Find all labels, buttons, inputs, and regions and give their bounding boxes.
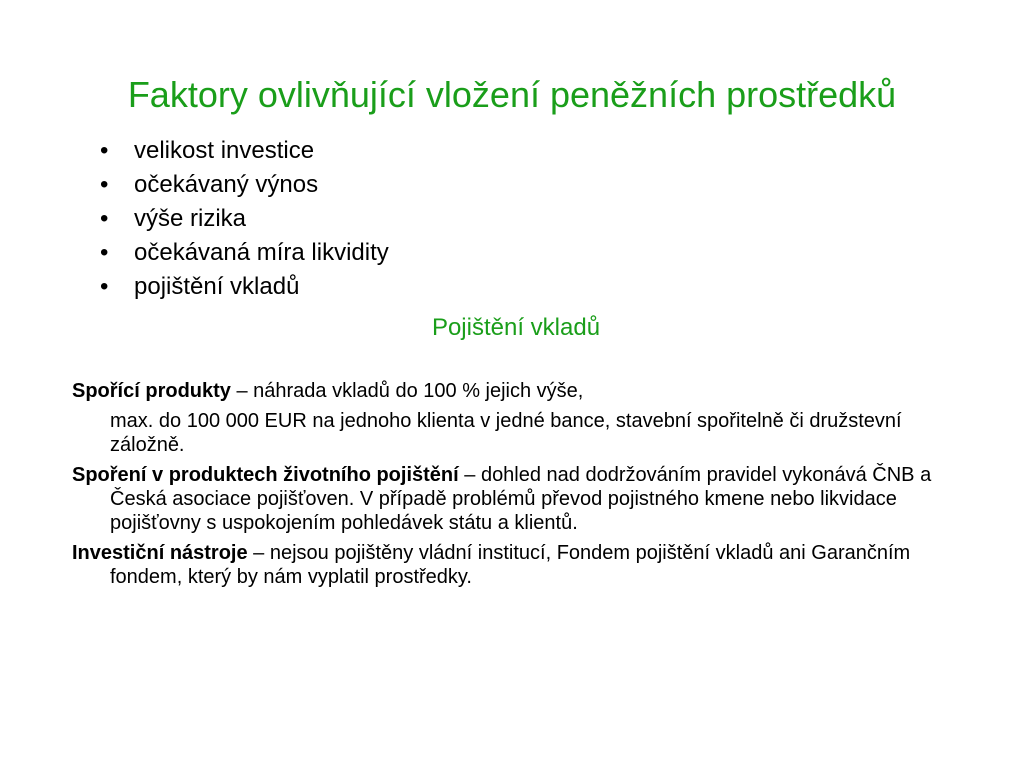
- section-subtitle: Pojištění vkladů: [431, 314, 601, 341]
- bullet-item: [100, 202, 389, 236]
- bullet-item: [100, 168, 389, 202]
- bullet-dot-icon: •: [100, 239, 109, 266]
- bullet-dot-icon: •: [100, 137, 109, 164]
- paragraph-text: max. do 100 000 EUR na jednoho klienta v jedné bance, stavební spořitelně či družstevní záložně.: [110, 410, 902, 456]
- bullet-item: [100, 236, 389, 270]
- paragraph-term: Spořící produkty: [72, 380, 231, 402]
- bullet-text: výše rizika: [134, 205, 247, 232]
- paragraph-term: Spoření v produktech životního pojištění: [72, 464, 459, 486]
- bullet-text: pojištění vkladů: [134, 273, 300, 300]
- paragraph-text: – dohled nad dodržováním pravidel vykonává ČNB a Česká asociace pojišťoven. V případě problémů převod pojistného kmene nebo likvidace pojišťovny s uspokojením pohledávek státu a klientů.: [110, 464, 932, 534]
- bullet-item: [100, 270, 389, 304]
- paragraph-life-insurance: [72, 463, 962, 535]
- paragraph-text: – náhrada vkladů do 100 % jejich výše,: [230, 380, 584, 402]
- paragraph-savings-products: [72, 379, 962, 403]
- slide-title: Faktory ovlivňující vložení peněžních prostředků: [127, 74, 897, 115]
- paragraph-deposit-limit: [72, 409, 962, 457]
- bullet-dot-icon: •: [100, 205, 109, 232]
- paragraph-investment-instruments: [72, 541, 962, 589]
- bullet-dot-icon: •: [100, 273, 109, 300]
- bullet-item: [100, 134, 389, 168]
- bullet-dot-icon: •: [100, 171, 109, 198]
- bullet-list: [100, 134, 389, 304]
- paragraph-block: [72, 379, 962, 595]
- paragraph-text: – nejsou pojištěny vládní institucí, Fondem pojištění vkladů ani Garančním fondem, který by nám vyplatil prostředky.: [110, 542, 911, 588]
- bullet-text: velikost investice: [134, 137, 315, 164]
- bullet-text: očekávaný výnos: [134, 171, 319, 198]
- bullet-text: očekávaná míra likvidity: [134, 239, 389, 266]
- paragraph-term: Investiční nástroje: [72, 542, 248, 564]
